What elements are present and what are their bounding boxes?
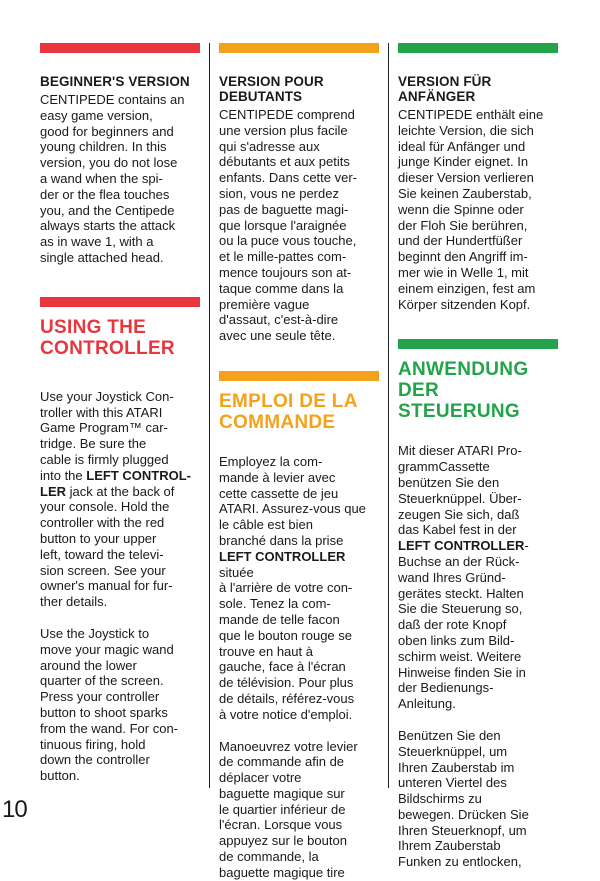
beginner-version-text: CENTIPEDE enthält eine leichte Version, die sich ideal für Anfänger und junge Kinder eignet. In dieser Version verlieren Sie keinen Zauberstab, wenn die Spinne oder der Floh Sie berühren, und der Hundertfüßer beginnt den Angriff im- mer wie in Welle 1, mit einem einzigen, fest am Körper sitzenden Kopf. <box>398 107 544 312</box>
red-color-bar <box>40 43 200 53</box>
controller-instructions: Use your Joystick Con- troller with this ATARI Game Program™ car- tridge. Be sure the cable is firmly plugged into the LEFT CONTROL- LER jack at the back of your console. Hold the controller with the red button to your upper left, toward the televi- sion screen. See your owner's manual for fur- ther details. <box>40 388 191 610</box>
beginner-version-heading: VERSION POUR DEBUTANTS <box>219 74 324 104</box>
english-column <box>40 43 200 784</box>
joystick-instructions: Use the Joystick to move your magic wand around the lower quarter of the screen. Press your controller button to shoot sparks from the wand. For con- tinuous firing, hold down the controller button. <box>40 625 178 784</box>
column-divider <box>388 43 389 788</box>
beginner-version-heading: BEGINNER'S VERSION <box>40 74 190 89</box>
controller-heading: ANWENDUNG DER STEUERUNG <box>398 359 529 423</box>
green-color-bar <box>398 43 558 53</box>
joystick-instructions: Manoeuvrez votre levier de commande afin de déplacer votre baguette magique sur le quartier inférieur de l'écran. Lorsque vous appuyez sur le bouton de commande, la baguette magique tire <box>219 738 358 880</box>
controller-heading: EMPLOI DE LA COMMANDE <box>219 390 358 433</box>
green-color-bar <box>398 339 558 349</box>
orange-color-bar <box>219 371 379 381</box>
red-color-bar <box>40 297 200 307</box>
beginner-version-heading: VERSION FÜR ANFÄNGER <box>398 74 492 104</box>
controller-heading: USING THE CONTROLLER <box>40 316 175 359</box>
french-column <box>219 43 379 881</box>
german-column <box>398 43 558 870</box>
controller-instructions: Employez la com- mande à levier avec cette cassette de jeu ATARI. Assurez-vous que le câble est bien branché dans la prise LEFT CONTROLLER située à l'arrière de votre con- sole. Tenez la com- mande de telle facon que le bouton rouge se trouve en haut à gauche, face à l'écran de télévision. Pour plus de détails, référez-vous à votre notice d'emploi. <box>219 453 366 722</box>
beginner-version-text: CENTIPEDE comprend une version plus facile qui s'adresse aux débutants et aux petits enfants. Dans cette ver- sion, vous ne perdez pas de baguette magi- que lorsque l'araignée ou la puce vous touche, et le mille-pattes com- mence toujours son at- taque comme dans la première vague d'assaut, c'est-à-dire avec une seule tête. <box>219 107 358 344</box>
page-number: 10 <box>2 796 27 823</box>
beginner-version-text: CENTIPEDE contains an easy game version, good for beginners and young children. In this version, you do not lose a wand when the spi- der or the flea touches you, and the Centipede always starts the attack as in wave 1, with a single attached head. <box>40 92 185 265</box>
column-divider <box>209 43 210 788</box>
orange-color-bar <box>219 43 379 53</box>
joystick-instructions: Benützen Sie den Steuerknüppel, um Ihren Zauberstab im unteren Viertel des Bildschirms zu bewegen. Drücken Sie Ihren Steuerknopf, um Ihrem Zauberstab Funken zu entlocken, <box>398 727 529 870</box>
controller-instructions: Mit dieser ATARI Pro- grammCassette benützen Sie den Steuerknüppel. Über- zeugen Sie sich, daß das Kabel fest in der LEFT CONTROLLER- Buchse an der Rück- wand Ihres Gründ- gerätes steckt. Halten Sie die Steuerung so, daß der rote Knopf oben links zum Bild- schirm weist. Weitere Hinweise finden Sie in der Bedienungs- Anleitung. <box>398 443 529 712</box>
